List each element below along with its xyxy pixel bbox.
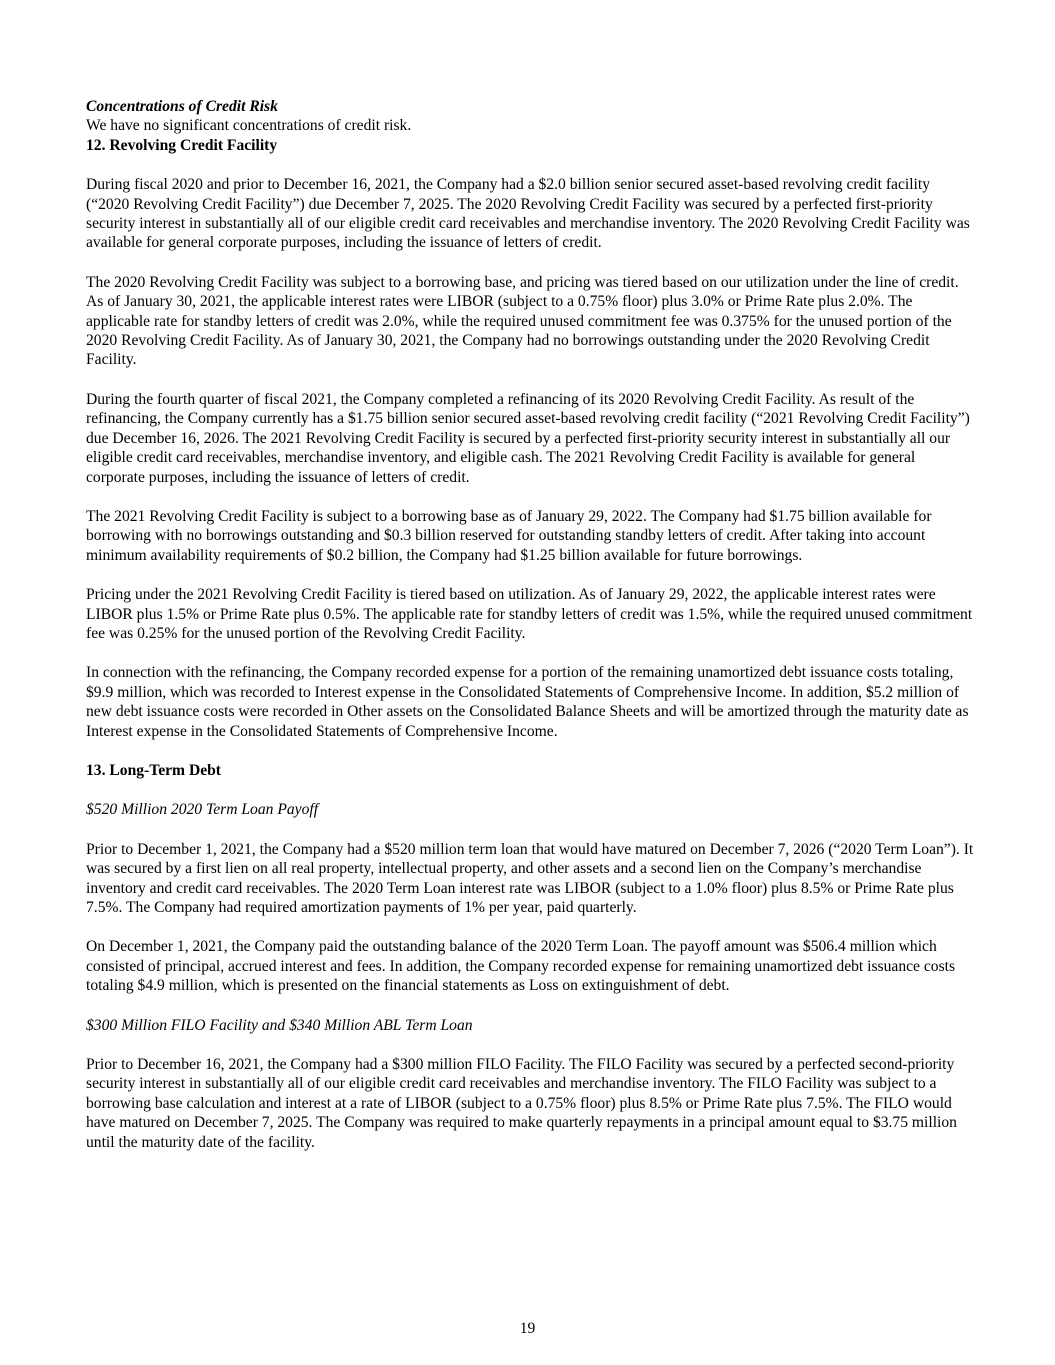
concentrations-section <box>86 97 976 136</box>
document-page <box>86 97 976 1152</box>
filo-facility-subheading: $300 Million FILO Facility and $340 Million ABL Term Loan <box>86 1016 473 1034</box>
section-13-heading: 13. Long-Term Debt <box>86 761 221 779</box>
section-13-paragraph: Prior to December 1, 2021, the Company had a $520 million term loan that would have matured on December 7, 2026 (“2020 Term Loan”). It was secured by a first lien on all real property, intellectual property, and other assets and a second lien on the Company’s merchandise inventory and credit card receivables. The 2020 Term Loan interest rate was LIBOR (subject to a 1.0% floor) plus 8.5% or Prime Rate plus 7.5%. The Company had required amortization payments of 1% per year, paid quarterly. <box>86 840 974 916</box>
section-13 <box>86 761 976 1152</box>
section-12-paragraph: Pricing under the 2021 Revolving Credit Facility is tiered based on utilization. As of January 29, 2022, the applicable interest rates were LIBOR plus 1.5% or Prime Rate plus 0.5%. The applicable rate for standby letters of credit was 1.5%, while the required unused commitment fee was 0.25% for the unused portion of the Revolving Credit Facility. <box>86 586 973 642</box>
page-number: 19 <box>519 1320 536 1337</box>
section-12 <box>86 136 976 741</box>
section-12-paragraph: The 2020 Revolving Credit Facility was subject to a borrowing base, and pricing was tiered based on our utilization under the line of credit. As of January 30, 2021, the applicable interest rates were LIBOR (subject to a 0.75% floor) plus 3.0% or Prime Rate plus 2.0%. The applicable rate for standby letters of credit was 2.0%, while the required unused commitment fee was 0.375% for the unused portion of the 2020 Revolving Credit Facility. As of January 30, 2021, the Company had no borrowings outstanding under the 2020 Revolving Credit Facility. <box>86 273 959 369</box>
concentrations-heading: Concentrations of Credit Risk <box>86 98 278 115</box>
section-12-paragraph: During the fourth quarter of fiscal 2021, the Company completed a refinancing of its 2020 Revolving Credit Facility. As result of the refinancing, the Company currently has a $1.75 billion senior secured asset-based revolving credit facility (“2021 Revolving Credit Facility”) due December 16, 2026. The 2021 Revolving Credit Facility is secured by a perfected first-priority security interest in substantially all our eligible credit card receivables, merchandise inventory, and eligible cash. The 2021 Revolving Credit Facility is available for general corporate purposes, including the issuance of letters of credit. <box>86 390 970 486</box>
section-13-paragraph: On December 1, 2021, the Company paid the outstanding balance of the 2020 Term Loan. The payoff amount was $506.4 million which consisted of principal, accrued interest and fees. In addition, the Company recorded expense for remaining unamortized debt issuance costs totaling $4.9 million, which is presented on the financial statements as Loss on extinguishment of debt. <box>86 938 956 995</box>
section-12-paragraph: The 2021 Revolving Credit Facility is subject to a borrowing base as of January 29, 2022. The Company had $1.75 billion available for borrowing with no borrowings outstanding and $0.3 billion reserved for outstanding standby letters of credit. After taking into account minimum availability requirements of $0.2 billion, the Company had $1.25 billion available for future borrowings. <box>86 507 932 564</box>
concentrations-text: We have no significant concentrations of credit risk. <box>86 117 412 135</box>
section-12-heading: 12. Revolving Credit Facility <box>86 136 278 154</box>
section-12-paragraph: In connection with the refinancing, the Company recorded expense for a portion of the remaining unamortized debt issuance costs totaling, $9.9 million, which was recorded to Interest expense in the Consolidated Statements of Comprehensive Income. In addition, $5.2 million of new debt issuance costs were recorded in Other assets on the Consolidated Balance Sheets and will be amortized through the maturity date as Interest expense in the Consolidated Statements of Comprehensive Income. <box>86 664 969 740</box>
term-loan-payoff-subheading: $520 Million 2020 Term Loan Payoff <box>86 801 319 819</box>
section-13-paragraph: Prior to December 16, 2021, the Company had a $300 million FILO Facility. The FILO Facility was secured by a perfected second-priority security interest in substantially all of our eligible credit card receivables and merchandise inventory. The FILO Facility was subject to a borrowing base calculation and interest at a rate of LIBOR (subject to a 0.75% floor) plus 8.5% or Prime Rate plus 7.5%. The FILO would have matured on December 7, 2025. The Company was required to make quarterly repayments in a principal amount equal to $3.75 million until the maturity date of the facility. <box>86 1056 957 1151</box>
section-12-paragraph: During fiscal 2020 and prior to December 16, 2021, the Company had a $2.0 billion senior secured asset-based revolving credit facility (“2020 Revolving Credit Facility”) due December 7, 2025. The 2020 Revolving Credit Facility was secured by a perfected first-priority security interest in substantially all of our eligible credit card receivables and merchandise inventory. The 2020 Revolving Credit Facility was available for general corporate purposes, including the issuance of letters of credit. <box>86 176 970 252</box>
